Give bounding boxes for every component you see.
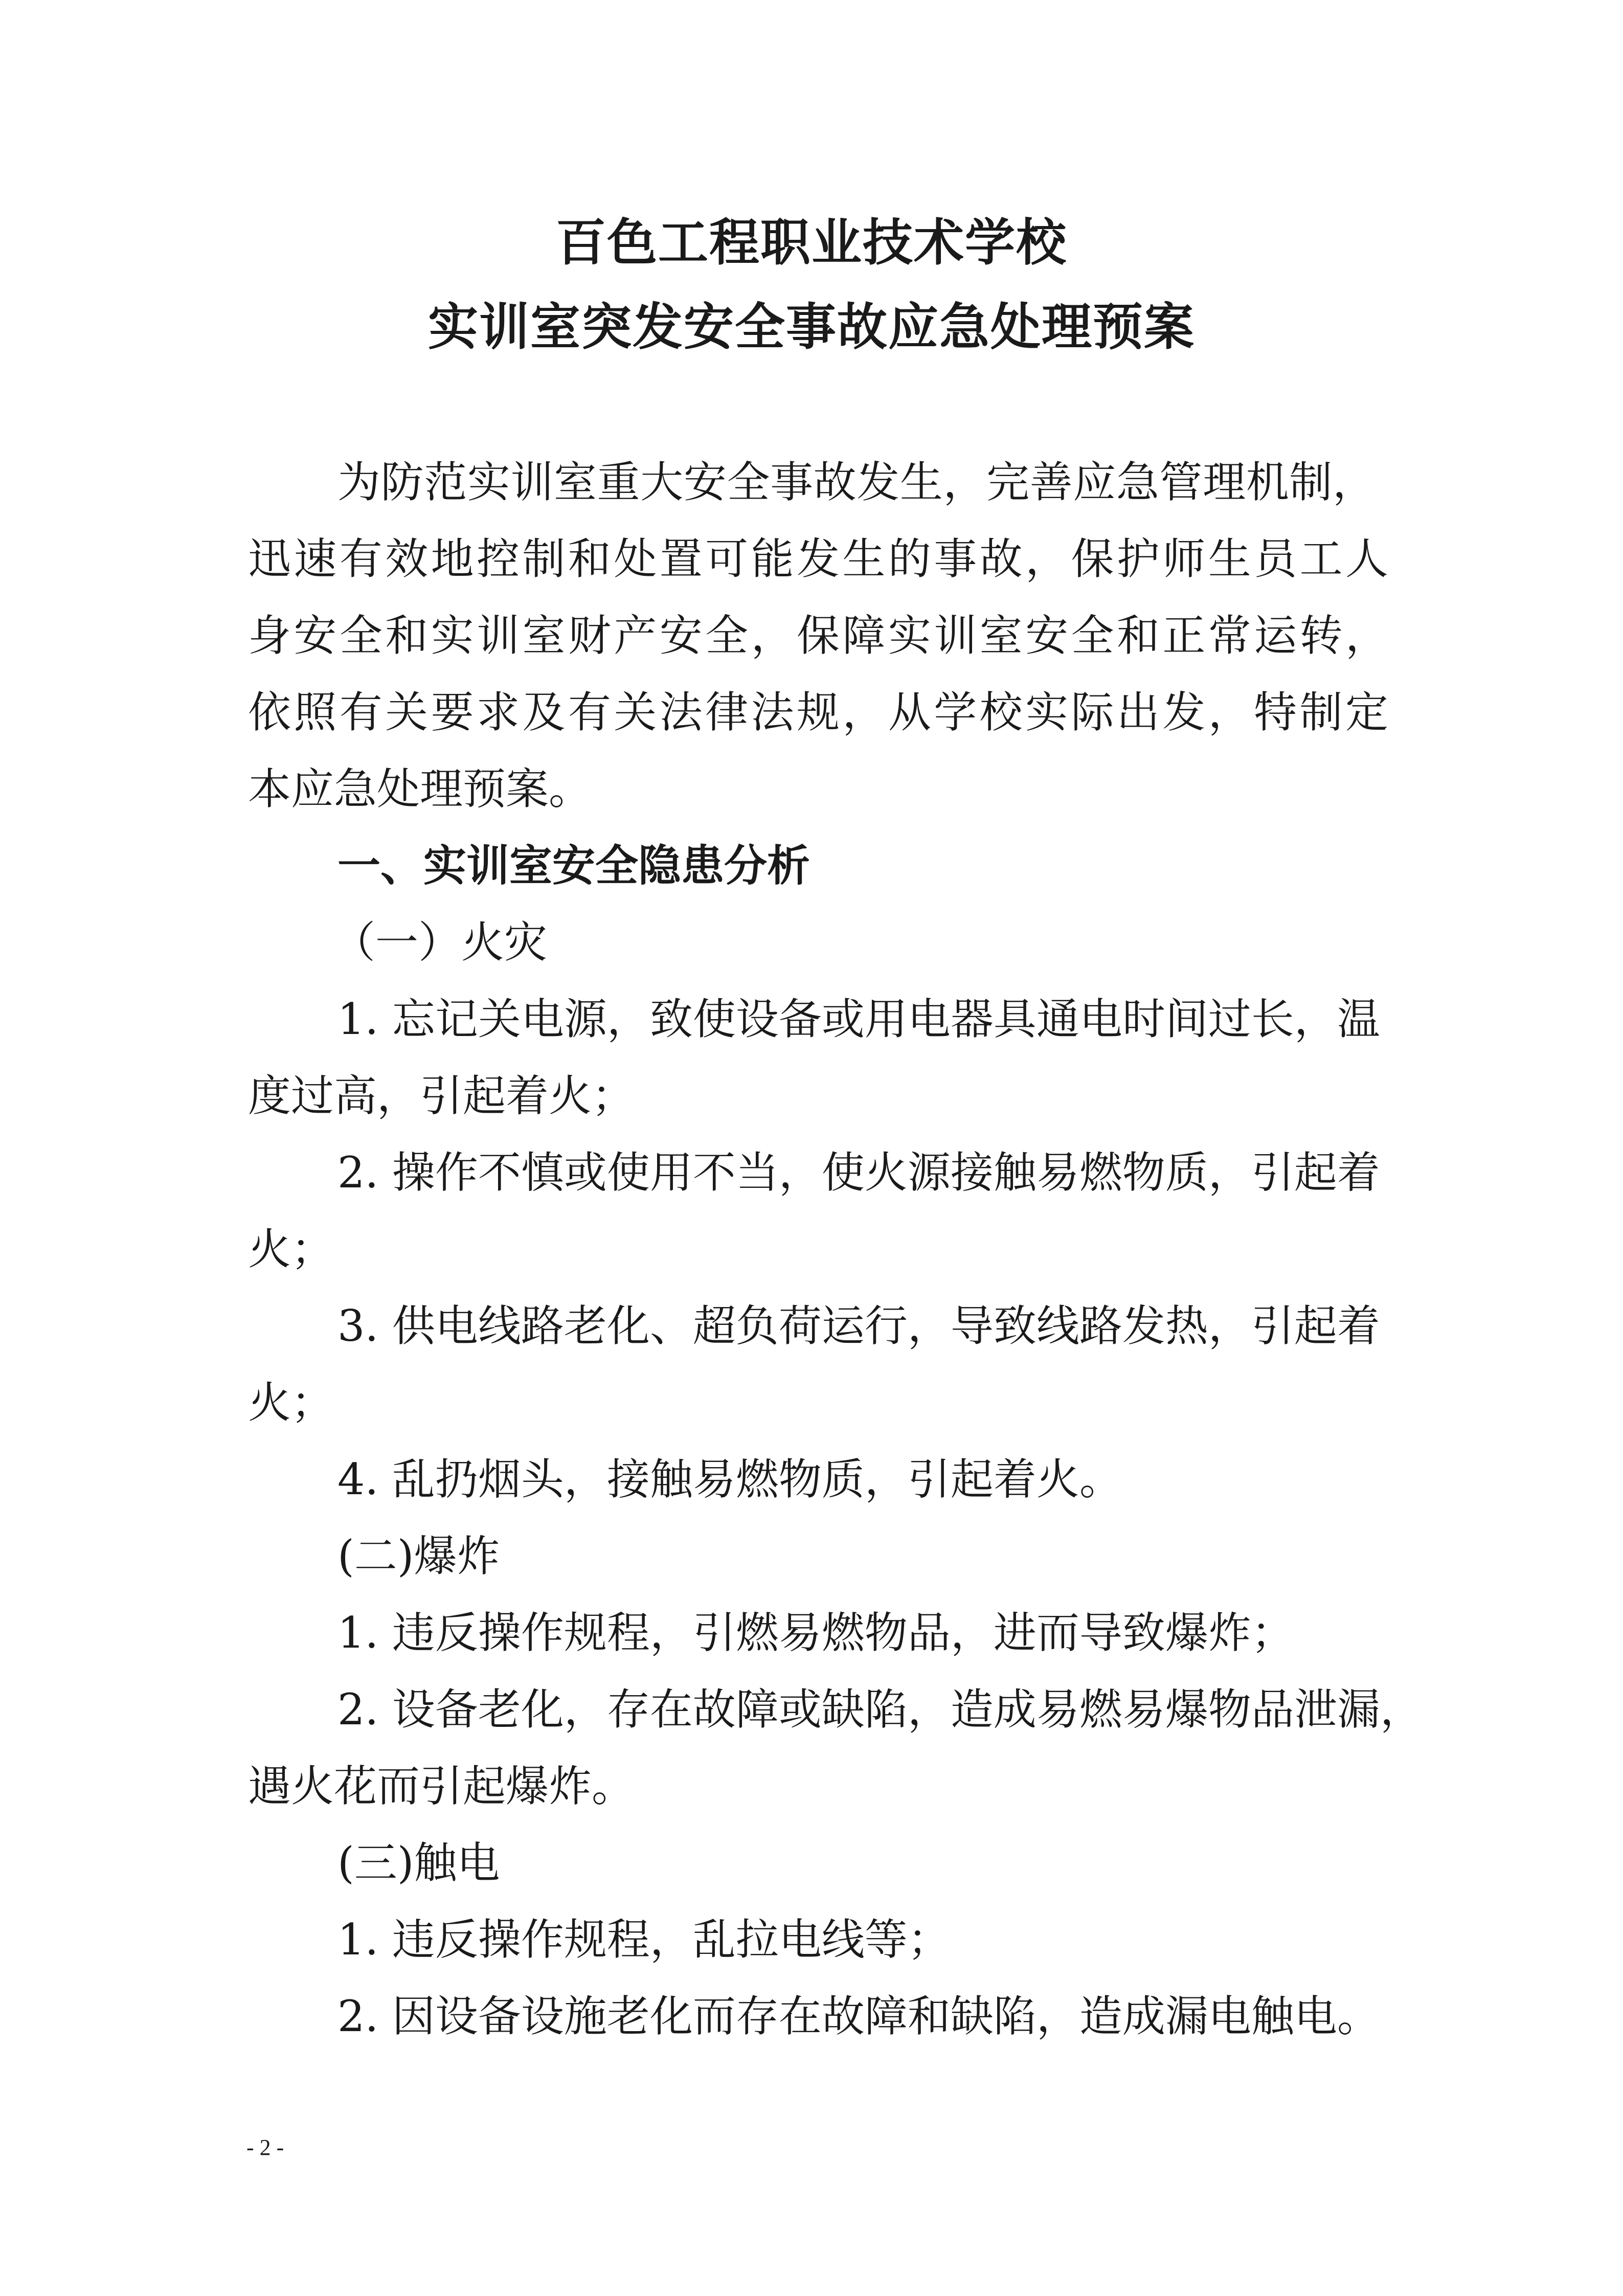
document-title-plan: 实训室突发安全事故应急处理预案 xyxy=(427,298,1195,356)
fire-item-1-line-1: 1. 忘记关电源，致使设备或用电器具通电时间过长，温 xyxy=(337,994,1380,1044)
section-heading-hazard-analysis: 一、实训室安全隐患分析 xyxy=(337,841,810,891)
page-number: - 2 - xyxy=(246,2135,284,2160)
subsection-heading-explosion: (二)爆炸 xyxy=(337,1531,500,1581)
intro-line-1: 为防范实训室重大安全事故发生，完善应急管理机制， xyxy=(337,457,1376,507)
fire-item-2-line-2: 火； xyxy=(248,1224,334,1274)
fire-item-2-line-1: 2. 操作不慎或使用不当，使火源接触易燃物质，引起着 xyxy=(337,1147,1380,1198)
subsection-heading-fire: （一）火灾 xyxy=(332,917,548,967)
explosion-item-2-line-1: 2. 设备老化，存在故障或缺陷，造成易燃易爆物品泄漏， xyxy=(337,1684,1423,1735)
explosion-item-1: 1. 违反操作规程，引燃易燃物品，进而导致爆炸； xyxy=(337,1608,1294,1658)
electric-item-2: 2. 因设备设施老化而存在故障和缺陷，造成漏电触电。 xyxy=(337,1991,1380,2041)
intro-line-4: 依照有关要求及有关法律法规，从学校实际出发，特制定 xyxy=(248,687,1388,737)
intro-line-3: 身安全和实训室财产安全，保障实训室安全和正常运转， xyxy=(248,611,1388,661)
intro-line-2: 迅速有效地控制和处置可能发生的事故，保护师生员工人 xyxy=(248,534,1388,584)
fire-item-4: 4. 乱扔烟头，接触易燃物质，引起着火。 xyxy=(337,1454,1122,1504)
intro-line-5: 本应急处理预案。 xyxy=(248,764,592,814)
document-title-school: 百色工程职业技术学校 xyxy=(555,213,1067,272)
fire-item-3-line-1: 3. 供电线路老化、超负荷运行，导致线路发热，引起着 xyxy=(337,1301,1380,1351)
electric-item-1: 1. 违反操作规程，乱拉电线等； xyxy=(337,1915,951,1965)
explosion-item-2-line-2: 遇火花而引起爆炸。 xyxy=(248,1761,635,1811)
subsection-heading-electric-shock: (三)触电 xyxy=(337,1838,500,1888)
fire-item-3-line-2: 火； xyxy=(248,1378,334,1428)
fire-item-1-line-2: 度过高，引起着火； xyxy=(248,1071,635,1121)
